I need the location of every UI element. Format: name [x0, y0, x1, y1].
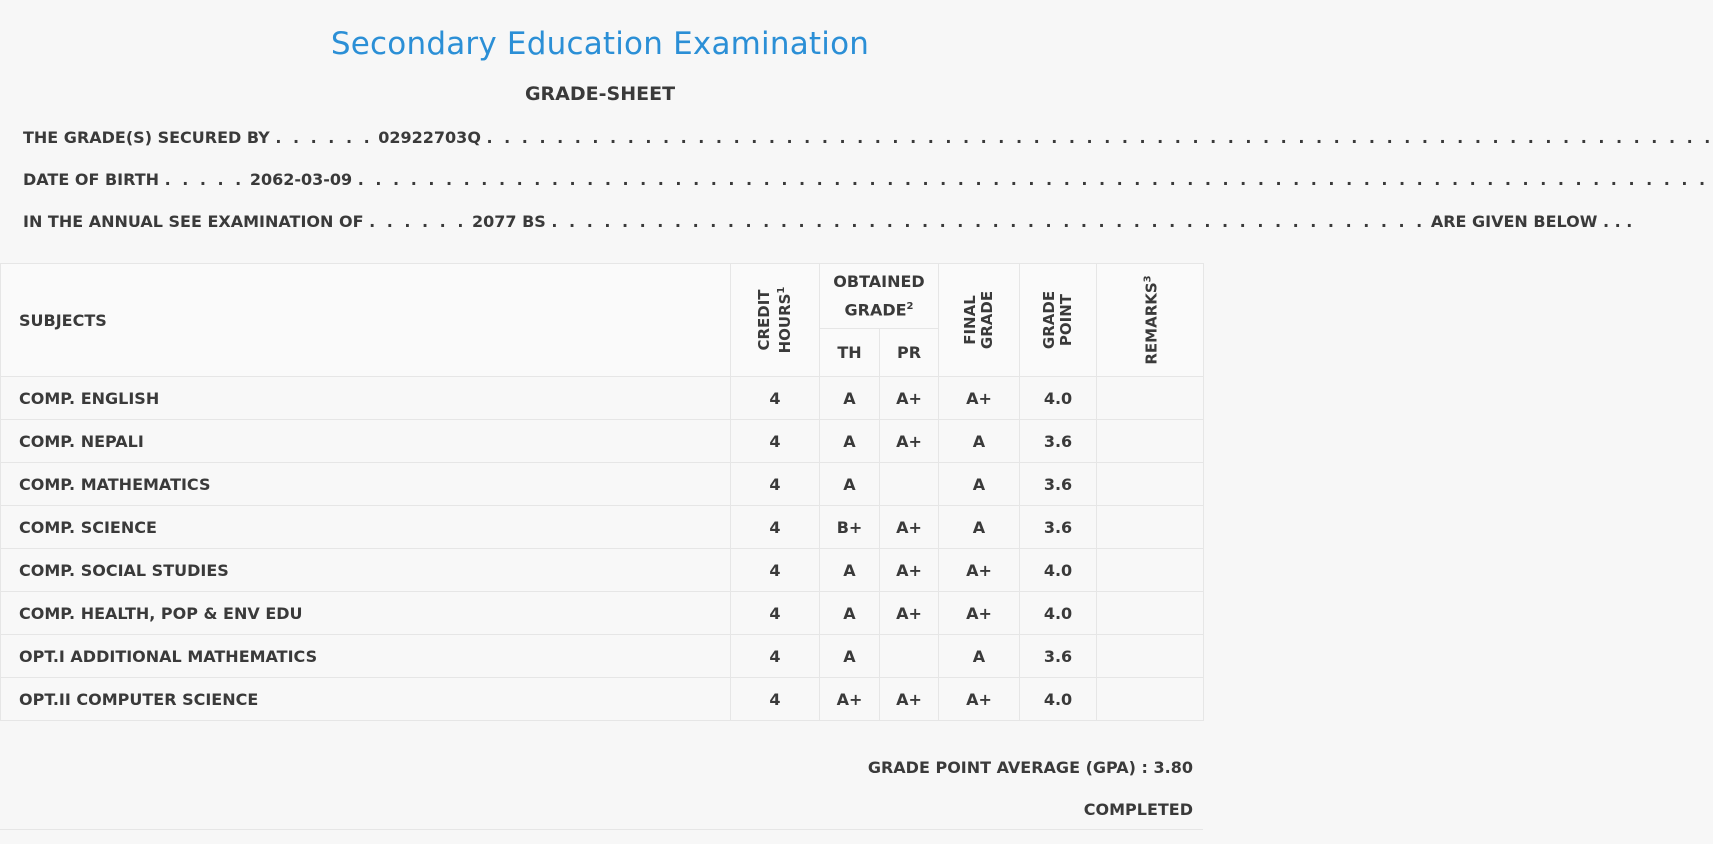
subject-cell: COMP. SOCIAL STUDIES: [1, 549, 731, 592]
subject-cell: OPT.I ADDITIONAL MATHEMATICS: [1, 635, 731, 678]
subject-cell: COMP. NEPALI: [1, 420, 731, 463]
final-grade-cell: A: [939, 463, 1020, 506]
header-final-line2: GRADE: [978, 290, 996, 350]
exam-year: 2077 BS: [471, 212, 546, 231]
header-credit-hours: [731, 264, 820, 377]
remarks-cell: [1097, 592, 1204, 635]
theory-grade-cell: A: [820, 635, 880, 678]
credit-hours-cell: 4: [731, 506, 820, 549]
dots: . . . . . . . . . . . . . . . . . . . . . . . . . . . . . . . . . . . . . . . . . . . . . . . . . .: [551, 212, 1426, 231]
remarks-cell: [1097, 420, 1204, 463]
header-grade-point: [1020, 264, 1097, 377]
grade-table: [0, 263, 1204, 721]
practical-grade-cell: [880, 635, 939, 678]
table-row: [1, 420, 1204, 463]
practical-grade-cell: A+: [880, 678, 939, 721]
dots: . . . . . .: [369, 212, 467, 231]
grade-point-cell: 4.0: [1020, 549, 1097, 592]
grade-point-cell: 3.6: [1020, 506, 1097, 549]
bottom-divider: [0, 829, 1203, 830]
footnote-1: 1: [776, 286, 787, 294]
exam-line: [23, 212, 1632, 231]
practical-grade-cell: A+: [880, 420, 939, 463]
practical-grade-cell: A+: [880, 592, 939, 635]
theory-grade-cell: A: [820, 549, 880, 592]
final-grade-cell: A+: [939, 678, 1020, 721]
final-grade-cell: A+: [939, 377, 1020, 420]
remarks-cell: [1097, 635, 1204, 678]
header-remarks: [1097, 264, 1204, 377]
table-row: [1, 506, 1204, 549]
grade-point-cell: 4.0: [1020, 377, 1097, 420]
secured-by-label: THE GRADE(S) SECURED BY: [23, 128, 270, 147]
symbol-number: 02922703Q: [378, 128, 481, 147]
table-row: [1, 549, 1204, 592]
final-grade-cell: A: [939, 506, 1020, 549]
table-row: [1, 678, 1204, 721]
table-row: [1, 635, 1204, 678]
grade-point-cell: 3.6: [1020, 463, 1097, 506]
gpa-label: GRADE POINT AVERAGE (GPA) :: [867, 758, 1148, 777]
credit-hours-cell: 4: [731, 549, 820, 592]
remarks-cell: [1097, 506, 1204, 549]
dots: . . . . .: [164, 170, 245, 189]
subject-cell: COMP. SCIENCE: [1, 506, 731, 549]
subject-cell: OPT.II COMPUTER SCIENCE: [1, 678, 731, 721]
remarks-cell: [1097, 678, 1204, 721]
table-row: [1, 592, 1204, 635]
dob-value: 2062-03-09: [249, 170, 353, 189]
credit-hours-cell: 4: [731, 420, 820, 463]
header-th: TH: [820, 329, 880, 377]
final-grade-cell: A: [939, 420, 1020, 463]
grade-point-cell: 4.0: [1020, 678, 1097, 721]
header-credit-line1: CREDIT: [755, 289, 773, 351]
remarks-cell: [1097, 549, 1204, 592]
page-subtitle: GRADE-SHEET: [524, 83, 676, 105]
theory-grade-cell: A: [820, 377, 880, 420]
credit-hours-cell: 4: [731, 635, 820, 678]
theory-grade-cell: A: [820, 463, 880, 506]
result-status: COMPLETED: [1083, 800, 1193, 819]
header-remarks-label: REMARKS: [1142, 282, 1161, 365]
header-gp-line2: POINT: [1057, 293, 1075, 347]
footnote-2: 2: [906, 301, 914, 313]
table-row: [1, 377, 1204, 420]
footnote-3: 3: [1142, 275, 1154, 283]
exam-tail: ARE GIVEN BELOW . . .: [1430, 212, 1633, 231]
practical-grade-cell: A+: [880, 377, 939, 420]
dots: . . . . . . . . . . . . . . . . . . . . . . . . . . . . . . . . . . . . . . . . . . . . . . . . . . . . . . . . . . . . . . . . . . . . . . . . . . . . .: [357, 170, 1709, 189]
credit-hours-cell: 4: [731, 592, 820, 635]
header-final-grade: [939, 264, 1020, 377]
practical-grade-cell: A+: [880, 506, 939, 549]
exam-label: IN THE ANNUAL SEE EXAMINATION OF: [23, 212, 364, 231]
header-final-line1: FINAL: [961, 295, 979, 345]
table-row: [1, 463, 1204, 506]
table-header-row: [1, 264, 1204, 329]
final-grade-cell: A+: [939, 592, 1020, 635]
header-credit-line2: HOURS: [776, 293, 794, 354]
dots: . . . . . . . . . . . . . . . . . . . . . . . . . . . . . . . . . . . . . . . . . . . . . . . . . . . . . . . . . . . . . . . . . . . . . .: [486, 128, 1713, 147]
theory-grade-cell: A: [820, 592, 880, 635]
header-gp-line1: GRADE: [1040, 290, 1058, 350]
dob-label: DATE OF BIRTH: [23, 170, 159, 189]
header-obtained-line1: OBTAINED: [833, 272, 925, 292]
dob-line: [23, 170, 1708, 189]
remarks-cell: [1097, 463, 1204, 506]
header-subjects: SUBJECTS: [1, 264, 731, 377]
header-obtained-grade: [820, 264, 939, 329]
dots: . . . . . .: [275, 128, 373, 147]
theory-grade-cell: A: [820, 420, 880, 463]
subject-cell: COMP. MATHEMATICS: [1, 463, 731, 506]
practical-grade-cell: A+: [880, 549, 939, 592]
theory-grade-cell: A+: [820, 678, 880, 721]
final-grade-cell: A+: [939, 549, 1020, 592]
final-grade-cell: A: [939, 635, 1020, 678]
header-pr: PR: [880, 329, 939, 377]
subject-cell: COMP. ENGLISH: [1, 377, 731, 420]
remarks-cell: [1097, 377, 1204, 420]
grade-point-cell: 3.6: [1020, 635, 1097, 678]
credit-hours-cell: 4: [731, 463, 820, 506]
grade-point-cell: 3.6: [1020, 420, 1097, 463]
secured-by-line: [23, 128, 1713, 147]
grade-point-cell: 4.0: [1020, 592, 1097, 635]
theory-grade-cell: B+: [820, 506, 880, 549]
subject-cell: COMP. HEALTH, POP & ENV EDU: [1, 592, 731, 635]
practical-grade-cell: [880, 463, 939, 506]
credit-hours-cell: 4: [731, 377, 820, 420]
credit-hours-cell: 4: [731, 678, 820, 721]
page-title: Secondary Education Examination: [330, 26, 870, 62]
header-obtained-line2: GRADE: [844, 300, 907, 320]
gpa-value: 3.80: [1153, 758, 1193, 777]
gpa-line: [868, 758, 1193, 777]
